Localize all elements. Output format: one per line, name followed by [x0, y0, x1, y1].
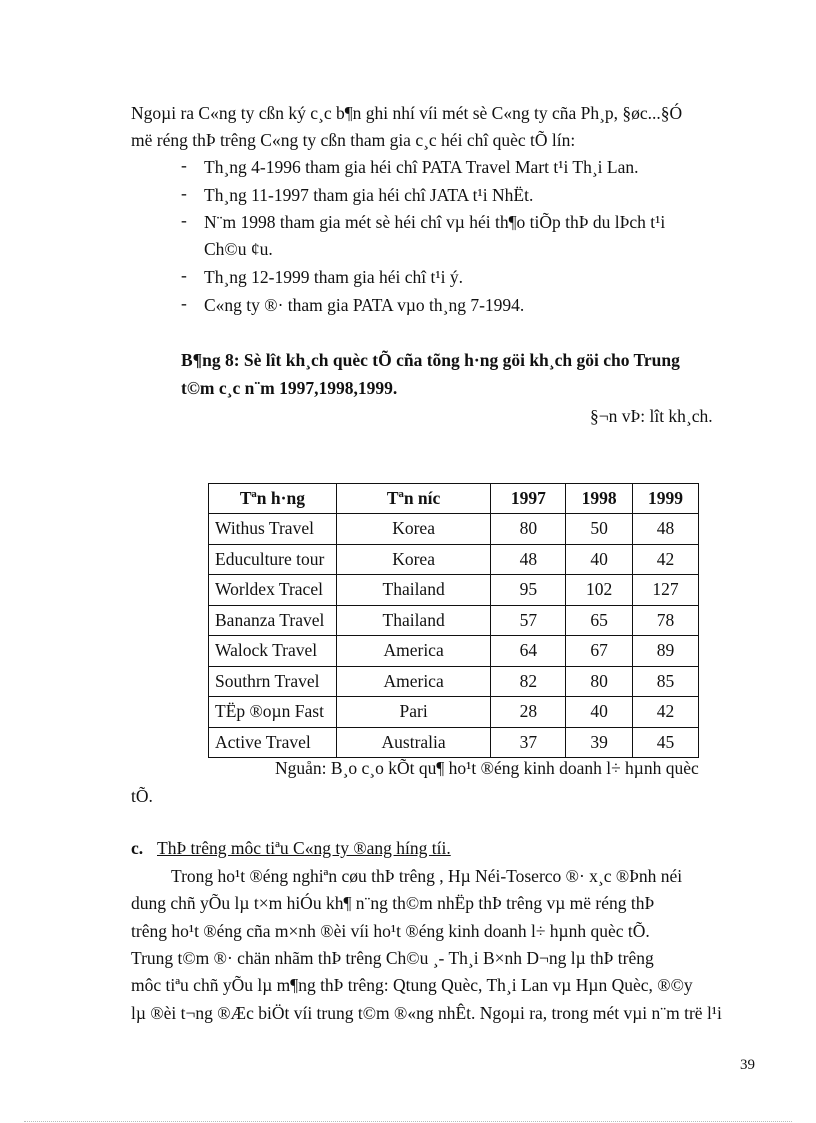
table-row	[209, 544, 699, 575]
cell-company: Worldex Tracel	[209, 575, 337, 606]
cell-1999: 45	[633, 727, 699, 758]
cell-country: Australia	[336, 727, 491, 758]
cell-1999: 42	[633, 697, 699, 728]
header-1997: 1997	[491, 484, 566, 514]
cell-company: Southrn Travel	[209, 666, 337, 697]
cell-1997: 95	[491, 575, 566, 606]
guest-count-table	[208, 483, 699, 758]
cell-company: Educulture tour	[209, 544, 337, 575]
cell-1999: 89	[633, 636, 699, 667]
bullet-dash: -	[181, 293, 187, 313]
page-bottom-rule	[24, 1121, 792, 1122]
cell-company: Withus Travel	[209, 514, 337, 545]
cell-country: Thailand	[336, 605, 491, 636]
bullet-item-2: Th¸ng 11-1997 tham gia héi chî JATA t¹i NhËt.	[204, 185, 534, 205]
cell-1999: 42	[633, 544, 699, 575]
bullet-dash: -	[181, 210, 187, 230]
table-row	[209, 636, 699, 667]
section-c-line-2: dung chñ yÕu lµ t×m hiÓu kh¶ n¨ng th©m nhËp thÞ trêng vµ më réng thÞ	[131, 893, 655, 913]
table-header-row	[209, 484, 699, 514]
section-c-line-5: môc tiªu chñ yÕu lµ m¶ng thÞ trêng: Qtung Quèc, Th¸i Lan vµ Hµn Quèc, ®©y	[131, 975, 693, 995]
intro-line-2: më réng thÞ trêng C«ng ty cßn tham gia c¸c héi chî quèc tÕ lín:	[131, 130, 576, 150]
cell-country: Pari	[336, 697, 491, 728]
cell-1999: 127	[633, 575, 699, 606]
cell-company: Walock Travel	[209, 636, 337, 667]
header-1999: 1999	[633, 484, 699, 514]
bullet-item-3-cont: Ch©u ¢u.	[204, 239, 273, 259]
cell-1999: 85	[633, 666, 699, 697]
cell-1998: 102	[566, 575, 633, 606]
cell-company: TËp ®oµn Fast	[209, 697, 337, 728]
bullet-dash: -	[181, 265, 187, 285]
header-company: Tªn h·ng	[209, 484, 337, 514]
cell-company: Active Travel	[209, 727, 337, 758]
table-row	[209, 666, 699, 697]
cell-1997: 82	[491, 666, 566, 697]
page-number: 39	[740, 1057, 755, 1073]
section-c-heading: ThÞ trêng môc tiªu C«ng ty ®ang híng tíi.	[157, 838, 451, 858]
cell-1997: 80	[491, 514, 566, 545]
cell-company: Bananza Travel	[209, 605, 337, 636]
cell-1998: 50	[566, 514, 633, 545]
cell-1997: 28	[491, 697, 566, 728]
cell-1998: 40	[566, 544, 633, 575]
bullet-item-3: N¨m 1998 tham gia mét sè héi chî vµ héi th¶o tiÕp thÞ du lÞch t¹i	[204, 212, 666, 232]
cell-1998: 39	[566, 727, 633, 758]
section-c-line-4: Trung t©m ®· chän nhãm thÞ trêng Ch©u ¸- Th¸i B×nh D¬ng lµ thÞ trêng	[131, 948, 654, 968]
header-country: Tªn níc	[336, 484, 491, 514]
intro-line-1: Ngoµi ra C«ng ty cßn ký c¸c b¶n ghi nhí víi mét sè C«ng ty cña Ph¸p, §øc...§Ó	[131, 103, 683, 123]
table-row	[209, 697, 699, 728]
cell-country: Korea	[336, 514, 491, 545]
section-c-line-1: Trong ho¹t ®éng nghiªn cøu thÞ trêng , Hµ Néi-Toserco ®· x¸c ®Þnh néi	[171, 866, 683, 886]
cell-1997: 37	[491, 727, 566, 758]
table-row	[209, 575, 699, 606]
cell-1997: 64	[491, 636, 566, 667]
cell-1997: 57	[491, 605, 566, 636]
table-caption-line-2: t©m c¸c n¨m 1997,1998,1999.	[181, 378, 398, 398]
table-row	[209, 605, 699, 636]
cell-1999: 48	[633, 514, 699, 545]
bullet-dash: -	[181, 155, 187, 175]
table-unit: §¬n vÞ: lît kh¸ch.	[590, 406, 713, 426]
cell-country: Thailand	[336, 575, 491, 606]
bullet-dash: -	[181, 183, 187, 203]
cell-1998: 80	[566, 666, 633, 697]
table-row	[209, 514, 699, 545]
cell-1999: 78	[633, 605, 699, 636]
cell-country: America	[336, 636, 491, 667]
cell-country: Korea	[336, 544, 491, 575]
table-row	[209, 727, 699, 758]
cell-1998: 67	[566, 636, 633, 667]
section-c-line-6: lµ ®èi t¬ng ®Æc biÖt víi trung t©m ®«ng nhÊt. Ngoµi ra, trong mét vµi n¨m trë l¹i	[131, 1003, 722, 1023]
cell-1998: 40	[566, 697, 633, 728]
table-caption-line-1: B¶ng 8: Sè lît kh¸ch quèc tÕ cña tõng h·ng göi kh¸ch göi cho Trung	[181, 350, 680, 370]
cell-country: America	[336, 666, 491, 697]
source-note-line-1: Nguån: B¸o c¸o kÕt qu¶ ho¹t ®éng kinh doanh l÷ hµnh quèc	[275, 758, 699, 778]
section-c-line-3: trêng ho¹t ®éng cña m×nh ®èi víi ho¹t ®éng kinh doanh l÷ hµnh quèc tÕ.	[131, 921, 650, 941]
bullet-item-1: Th¸ng 4-1996 tham gia héi chî PATA Travel Mart t¹i Th¸i Lan.	[204, 157, 639, 177]
header-1998: 1998	[566, 484, 633, 514]
section-c-label: c.	[131, 838, 144, 858]
bullet-item-5: C«ng ty ®· tham gia PATA vµo th¸ng 7-1994.	[204, 295, 525, 315]
cell-1998: 65	[566, 605, 633, 636]
cell-1997: 48	[491, 544, 566, 575]
bullet-item-4: Th¸ng 12-1999 tham gia héi chî t¹i ý.	[204, 267, 463, 287]
source-note-line-2: tÕ.	[131, 786, 153, 806]
